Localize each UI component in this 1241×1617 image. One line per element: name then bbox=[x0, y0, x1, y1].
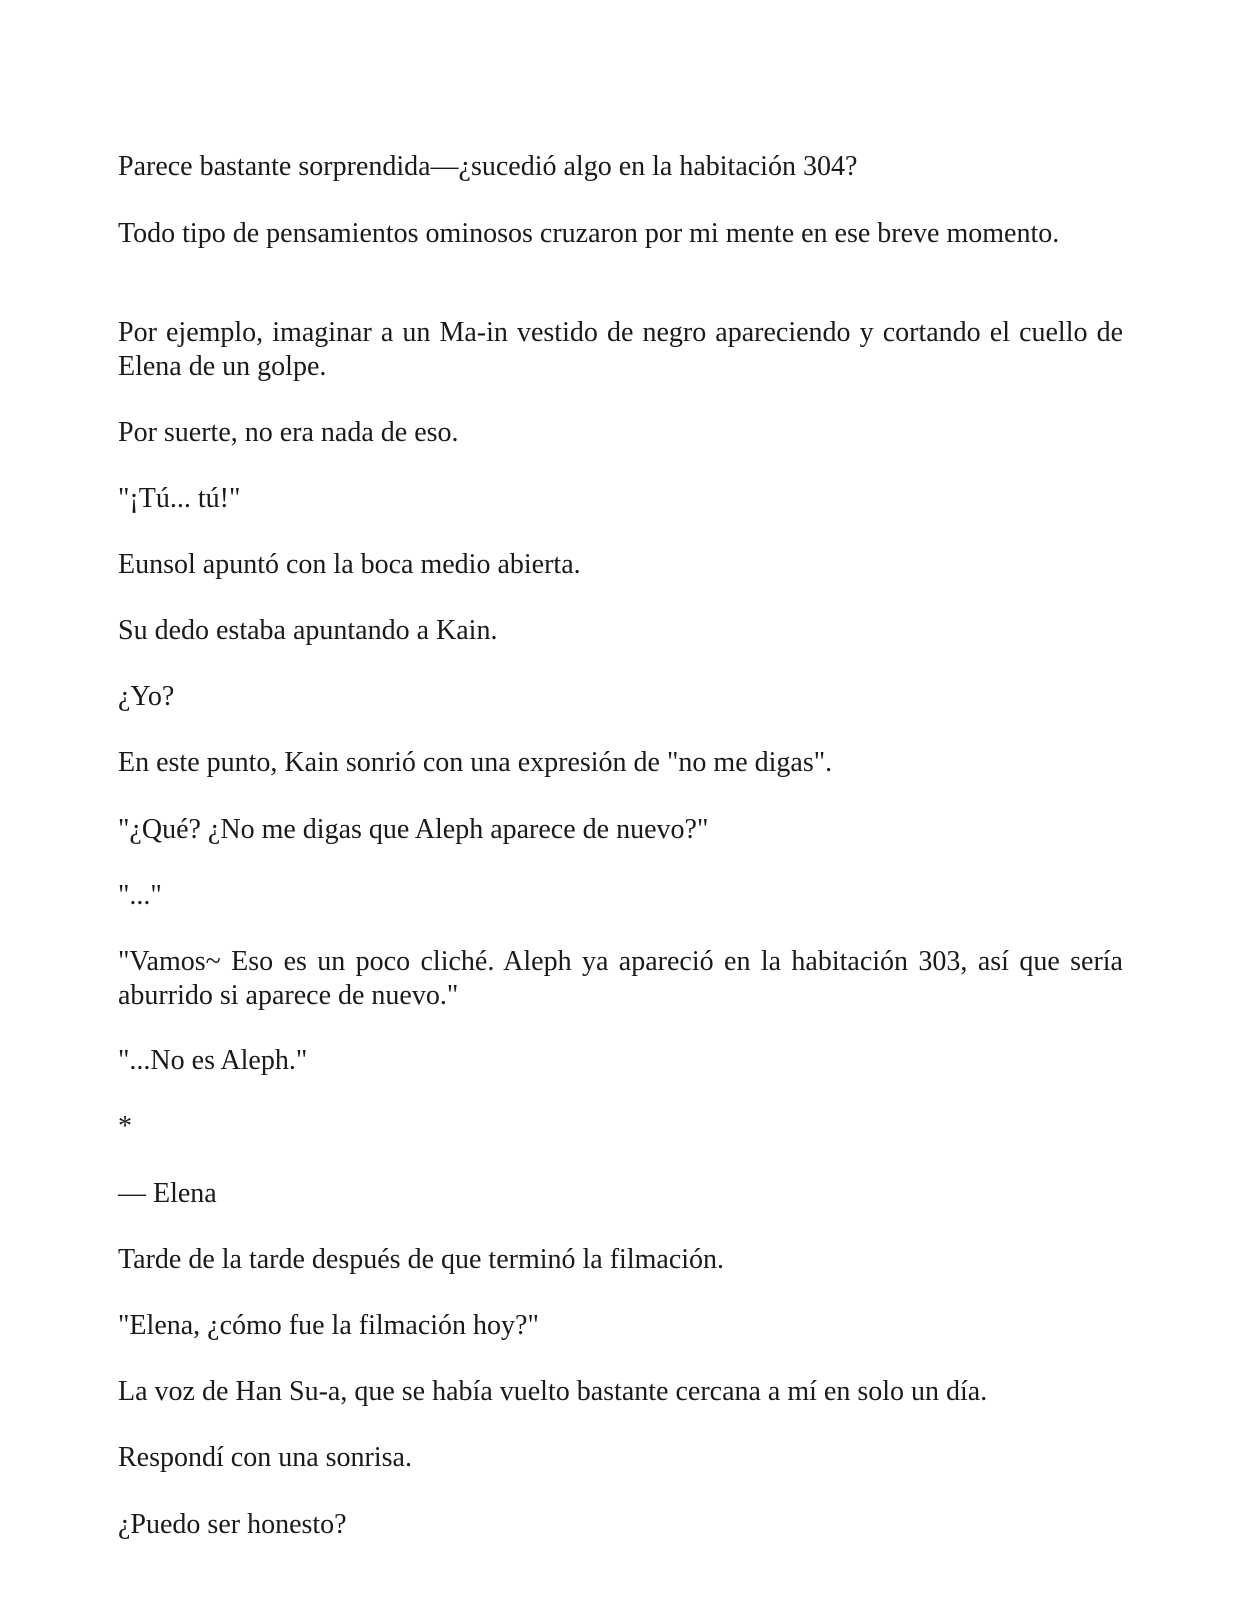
paragraph: Tarde de la tarde después de que terminó la filmación. bbox=[118, 1244, 725, 1275]
paragraph: "Vamos~ Eso es un poco cliché. Aleph ya apareció en la habitación 303, así que sería aburrido si aparece de nuevo." bbox=[118, 946, 1123, 1011]
paragraph: Su dedo estaba apuntando a Kain. bbox=[118, 615, 498, 646]
paragraph: "...No es Aleph." bbox=[118, 1045, 308, 1076]
paragraph: Todo tipo de pensamientos ominosos cruzaron por mi mente en ese breve momento. bbox=[118, 218, 1060, 249]
section-break: * bbox=[118, 1111, 132, 1142]
paragraph: "..." bbox=[118, 880, 162, 911]
paragraph: "Elena, ¿cómo fue la filmación hoy?" bbox=[118, 1310, 539, 1341]
paragraph: "¿Qué? ¿No me digas que Aleph aparece de nuevo?" bbox=[118, 814, 709, 845]
paragraph: ¿Yo? bbox=[118, 681, 175, 712]
paragraph: En este punto, Kain sonrió con una expresión de "no me digas". bbox=[118, 747, 833, 778]
paragraph: Por ejemplo, imaginar a un Ma-in vestido de negro apareciendo y cortando el cuello de Elena de un golpe. bbox=[118, 317, 1123, 382]
paragraph: ¿Puedo ser honesto? bbox=[118, 1509, 347, 1540]
paragraph: Parece bastante sorprendida—¿sucedió algo en la habitación 304? bbox=[118, 151, 858, 182]
paragraph: "¡Tú... tú!" bbox=[118, 483, 241, 514]
paragraph: Eunsol apuntó con la boca medio abierta. bbox=[118, 549, 581, 580]
section-heading: — Elena bbox=[118, 1178, 217, 1209]
paragraph: Por suerte, no era nada de eso. bbox=[118, 417, 459, 448]
paragraph: La voz de Han Su-a, que se había vuelto bastante cercana a mí en solo un día. bbox=[118, 1376, 988, 1407]
paragraph: Respondí con una sonrisa. bbox=[118, 1442, 412, 1473]
